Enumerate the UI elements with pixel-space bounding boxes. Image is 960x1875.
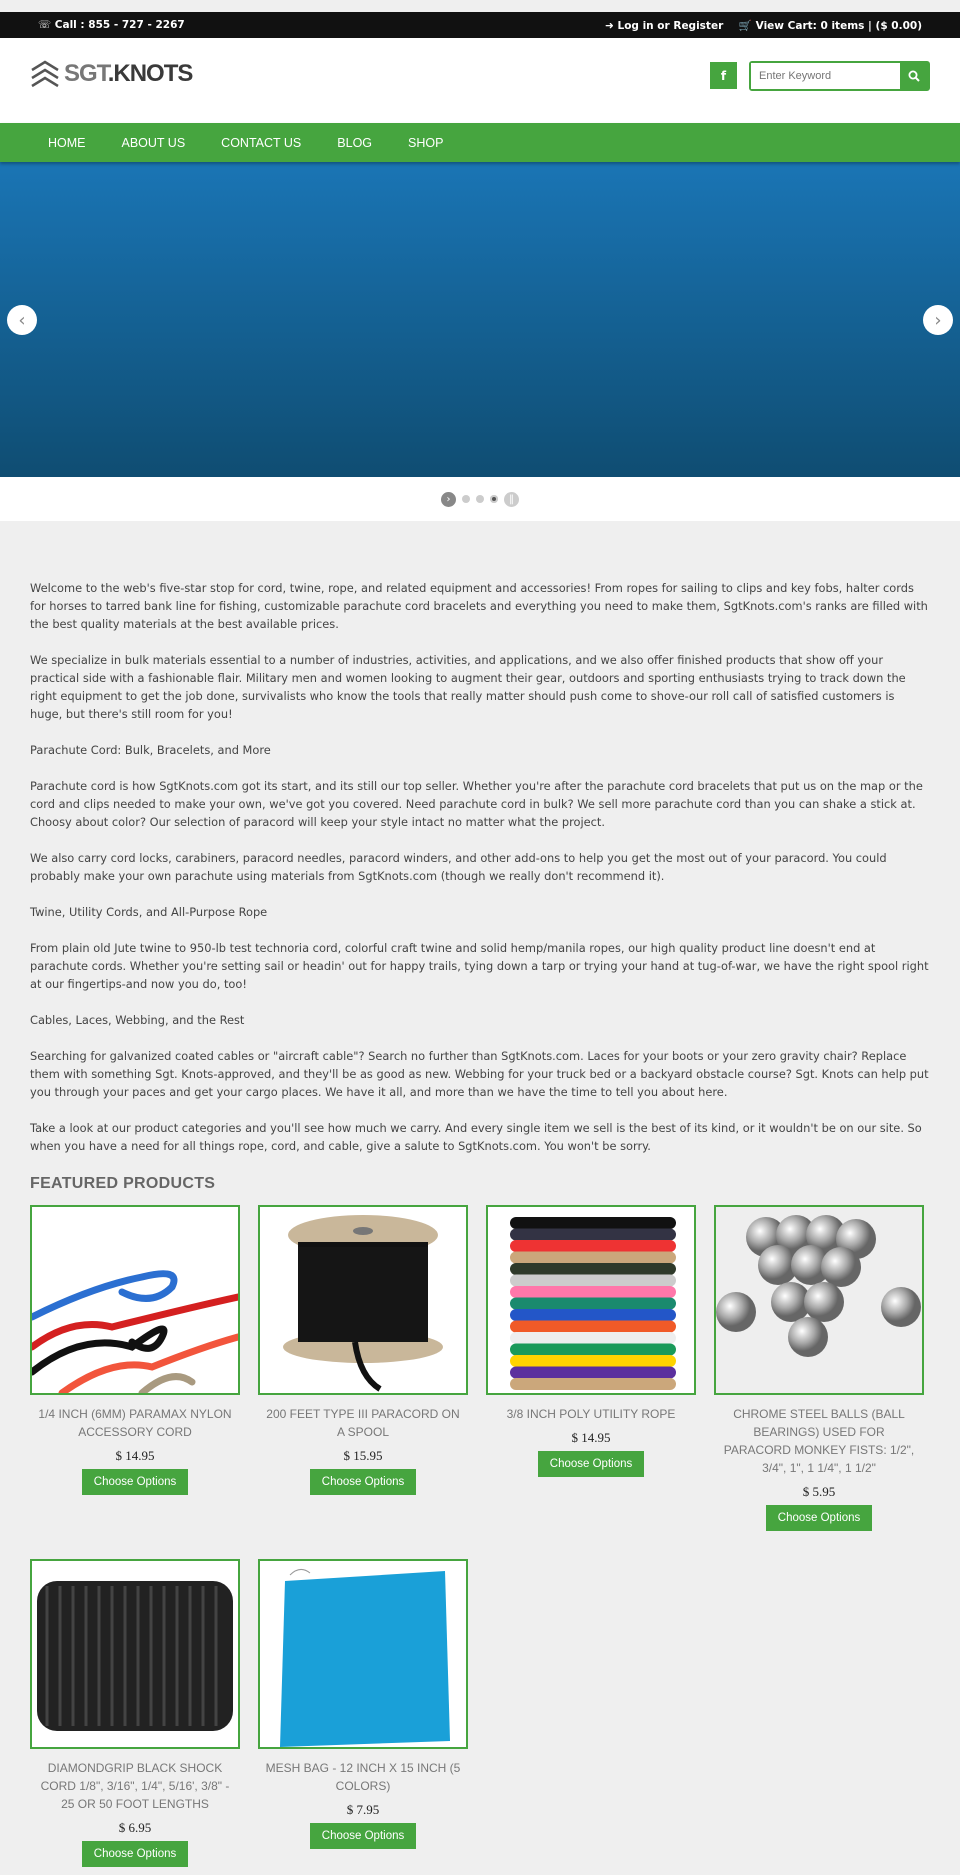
choose-options-button[interactable]: Choose Options [310,1823,416,1849]
nav-blog[interactable]: BLOG [337,135,373,150]
product-title[interactable]: DIAMONDGRIP BLACK SHOCK CORD 1/8", 3/16", 1/4", 5/16', 3/8" - 25 OR 50 FOOT LENGTHS [40,1761,230,1811]
logo-sgt: SGT [64,60,108,87]
paragraph: Parachute cord is how SgtKnots.com got its start, and its still our top seller. Whether you're after the parachute cord bracelets that put us on the map or the cord and clips needed to make your own, we've got you covered. Need parachute cord in bulk? We sell more parachute cord than you can shake a stick at. Choosy about color? Our selection of paracord will keep your style intact no matter what the project. [30,779,923,829]
slider-pause-icon[interactable]: ‖ [504,492,519,507]
choose-options-button[interactable]: Choose Options [82,1469,188,1495]
product-image[interactable] [714,1205,924,1395]
product-image[interactable] [258,1559,468,1749]
product-card [258,1205,468,1531]
slider-dot-3[interactable] [490,495,498,503]
nav-contact-us[interactable]: CONTACT US [221,135,302,150]
choose-options-button[interactable]: Choose Options [538,1451,644,1477]
slider-play-icon[interactable]: › [441,492,456,507]
phone-number: ☏ Call : 855 - 727 - 2267 [38,19,185,31]
slider-pager [0,477,960,521]
slider-next-button[interactable]: › [923,305,953,335]
paragraph: Parachute Cord: Bulk, Bracelets, and More [30,743,271,757]
slider-dot-1[interactable] [462,495,470,503]
product-title[interactable]: 200 FEET TYPE III PARACORD ON A SPOOL [266,1407,460,1439]
product-card [714,1205,924,1531]
chevrons-logo-icon [30,60,60,88]
choose-options-button[interactable]: Choose Options [82,1841,188,1867]
product-image[interactable] [258,1205,468,1395]
choose-options-button[interactable]: Choose Options [766,1505,872,1531]
product-title[interactable]: 3/8 INCH POLY UTILITY ROPE [506,1407,676,1421]
paragraph: From plain old Jute twine to 950-lb test technoria cord, colorful craft twine and solid hemp/manila ropes, our high quality product line doesn't end at parachute cords. Whether you're setting sail or headin' out for happy trails, tying down a tarp or trying your hand at tug-of-war, we have the right spool right at our fingertips-and now you do, too! [30,941,929,991]
nav-about-us[interactable]: ABOUT US [121,135,186,150]
product-price: $ 14.95 [571,1430,611,1445]
intro-text [30,579,930,1155]
product-card [30,1205,240,1531]
facebook-button[interactable]: f [710,62,737,89]
featured-products-heading: FEATURED PRODUCTS [30,1175,216,1192]
product-price: $ 7.95 [346,1802,380,1817]
search-input[interactable] [751,63,900,89]
view-cart-link[interactable]: 🛒 View Cart: 0 items | ($ 0.00) [738,19,922,32]
paragraph: We specialize in bulk materials essential to a number of industries, activities, and applications, and we also offer finished products that show off your practical side with a fashionable flair. Military men and women looking to augment their gear, outdoors and sporting enthusiasts trying to track down the right equipment to get the job done, survivalists who know the tools that really matter should push come to shove-our roll call of satisfied customers is huge, but there's still room for you! [30,653,906,721]
product-title[interactable]: 1/4 INCH (6MM) PARAMAX NYLON ACCESSORY CORD [38,1407,232,1439]
search-icon [908,70,920,82]
product-image[interactable] [30,1205,240,1395]
paragraph: Searching for galvanized coated cables or "aircraft cable"? Search no further than SgtKnots.com. Laces for your boots or your zero gravity chair? Replace them with something Sgt. Knots-approved, and they'll be as good as new. Webbing for your truck bed or a backyard obstacle course? Sgt. Knots can help put you through your paces and get your cargo places. We have it all, and more than we have the time to tell you about here. [30,1049,929,1099]
header [0,38,960,123]
logo-knots: .KNOTS [107,60,193,87]
main-content [0,521,960,1867]
product-price: $ 15.95 [343,1448,383,1463]
paragraph: Twine, Utility Cords, and All-Purpose Rope [30,905,268,919]
main-nav [0,123,960,162]
product-price: $ 14.95 [115,1448,155,1463]
paragraph: We also carry cord locks, carabiners, paracord needles, paracord winders, and other add-ons to help you get the most out of your paracord. You could probably make your own parachute using materials from SgtKnots.com (though we really don't recommend it). [30,851,887,883]
login-register-link[interactable]: ➜ Log in or Register [605,19,724,32]
logo[interactable] [30,60,192,88]
product-price: $ 6.95 [118,1820,152,1835]
product-image[interactable] [30,1559,240,1749]
product-title[interactable]: MESH BAG - 12 INCH X 15 INCH (5 COLORS) [265,1761,461,1793]
slider-prev-button[interactable]: ‹ [7,305,37,335]
paragraph: Cables, Laces, Webbing, and the Rest [30,1013,245,1027]
product-title[interactable]: CHROME STEEL BALLS (BALL BEARINGS) USED FOR PARACORD MONKEY FISTS: 1/2", 3/4", 1", 1 1/4", 1 1/2" [723,1407,915,1475]
paragraph: Take a look at our product categories and you'll see how much we carry. And every single item we sell is the best of its kind, or it wouldn't be on our site. So when you have a need for all things rope, cord, and cable, give a salute to SgtKnots.com. You won't be sorry. [30,1121,922,1153]
product-grid [30,1205,930,1867]
product-card [30,1559,240,1867]
top-bar [0,12,960,38]
choose-options-button[interactable]: Choose Options [310,1469,416,1495]
search-button[interactable] [900,63,928,89]
product-price: $ 5.95 [802,1484,836,1499]
product-card [258,1559,468,1867]
nav-shop[interactable]: SHOP [408,135,444,150]
product-image[interactable] [486,1205,696,1395]
search-box [749,61,930,91]
product-card [486,1205,696,1531]
paragraph: Welcome to the web's five-star stop for cord, twine, rope, and related equipment and accessories! From ropes for sailing to clips and key fobs, halter cords for horses to tarred bank line for fishing, customizable parachute cord bracelets and everything you need to make them, SgtKnots.com's ranks are filled with the best quality materials at the best available prices. [30,581,928,631]
nav-home[interactable]: HOME [48,135,86,150]
top-strip [0,0,960,12]
hero-slider [0,162,960,477]
slider-dot-2[interactable] [476,495,484,503]
